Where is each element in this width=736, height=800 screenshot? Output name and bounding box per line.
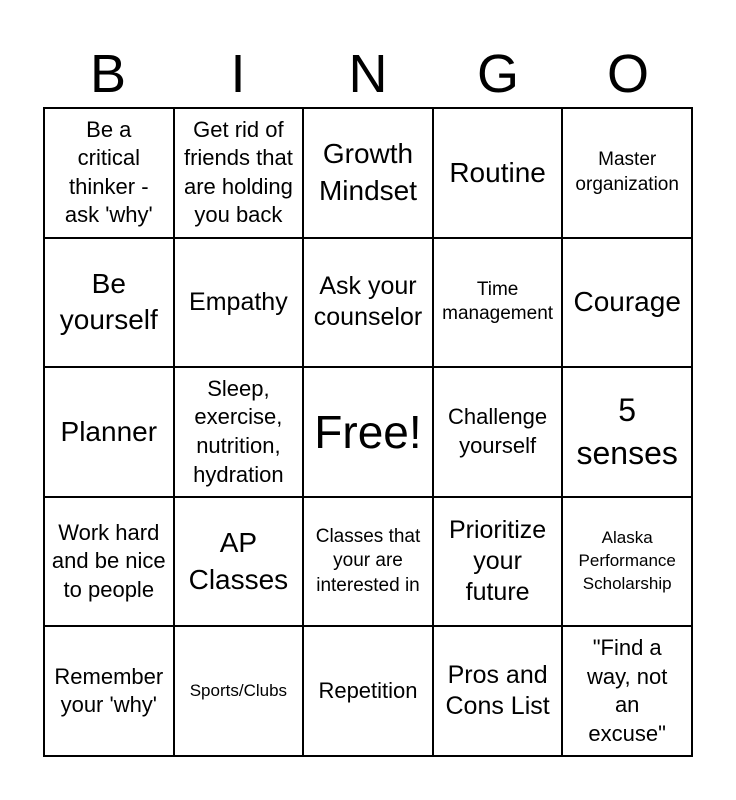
- bingo-cell[interactable]: [174, 108, 304, 238]
- cell-text: Routine: [449, 156, 546, 188]
- bingo-cell[interactable]: [562, 367, 692, 497]
- bingo-cell[interactable]: [433, 626, 563, 756]
- cell-text: Master organization: [575, 149, 679, 195]
- cell-text: Repetition: [318, 677, 418, 703]
- bingo-cell[interactable]: [174, 367, 304, 497]
- cell-text: Empathy: [189, 287, 288, 316]
- header-letter-b: B: [89, 44, 127, 104]
- cell-text: "Find a way, not an excuse": [587, 635, 668, 746]
- cell-text: Prioritize your future: [448, 515, 547, 607]
- bingo-cell[interactable]: [303, 108, 433, 238]
- bingo-cell[interactable]: [303, 626, 433, 756]
- header-letter-g: G: [476, 44, 519, 104]
- header-letter-n: N: [348, 44, 388, 104]
- cell-text: Be a critical thinker - ask 'why': [64, 116, 153, 228]
- bingo-cell[interactable]: [174, 238, 304, 368]
- bingo-cell[interactable]: [562, 497, 692, 627]
- cell-text: Planner: [60, 415, 158, 447]
- cell-text: Ask your counselor: [313, 272, 423, 332]
- cell-text: AP Classes: [188, 527, 289, 595]
- bingo-cell[interactable]: [562, 626, 692, 756]
- cell-text: Work hard and be nice to people: [51, 519, 166, 602]
- header-letter-o: O: [606, 44, 649, 104]
- cell-text: Alaska Performance Scholarship: [578, 528, 676, 594]
- bingo-cell[interactable]: [44, 108, 174, 238]
- bingo-cell[interactable]: [303, 497, 433, 627]
- bingo-cell[interactable]: [562, 108, 692, 238]
- cell-text: Get rid of friends that are holding you back: [183, 116, 293, 228]
- cell-text: Growth Mindset: [318, 138, 418, 206]
- cell-text: Challenge yourself: [448, 404, 548, 458]
- free-space-cell[interactable]: [303, 367, 433, 497]
- bingo-cell[interactable]: [303, 238, 433, 368]
- bingo-cell[interactable]: [44, 367, 174, 497]
- bingo-cell[interactable]: [44, 626, 174, 756]
- header-letter-i: I: [230, 44, 246, 104]
- bingo-cell[interactable]: [433, 108, 563, 238]
- bingo-cell[interactable]: [44, 238, 174, 368]
- cell-text: Courage: [573, 286, 681, 318]
- cell-text: Classes that your are interested in: [315, 525, 421, 596]
- cell-text: Pros and Cons List: [445, 660, 550, 721]
- bingo-cell[interactable]: [174, 497, 304, 627]
- bingo-board: [43, 107, 693, 757]
- cell-text: Time management: [442, 278, 554, 325]
- bingo-cell[interactable]: [44, 497, 174, 627]
- bingo-cell[interactable]: [433, 367, 563, 497]
- cell-text: Sleep, exercise, nutrition, hydration: [193, 375, 284, 487]
- cell-text: 5 senses: [576, 391, 678, 471]
- cell-text: Free!: [314, 405, 422, 458]
- bingo-cell[interactable]: [174, 626, 304, 756]
- cell-text: Remember your 'why': [54, 663, 164, 718]
- cell-text: Sports/Clubs: [189, 680, 288, 700]
- bingo-cell[interactable]: [433, 497, 563, 627]
- bingo-cell[interactable]: [562, 238, 692, 368]
- cell-text: Be yourself: [59, 268, 158, 336]
- bingo-cell[interactable]: [433, 238, 563, 368]
- bingo-header: [43, 40, 693, 108]
